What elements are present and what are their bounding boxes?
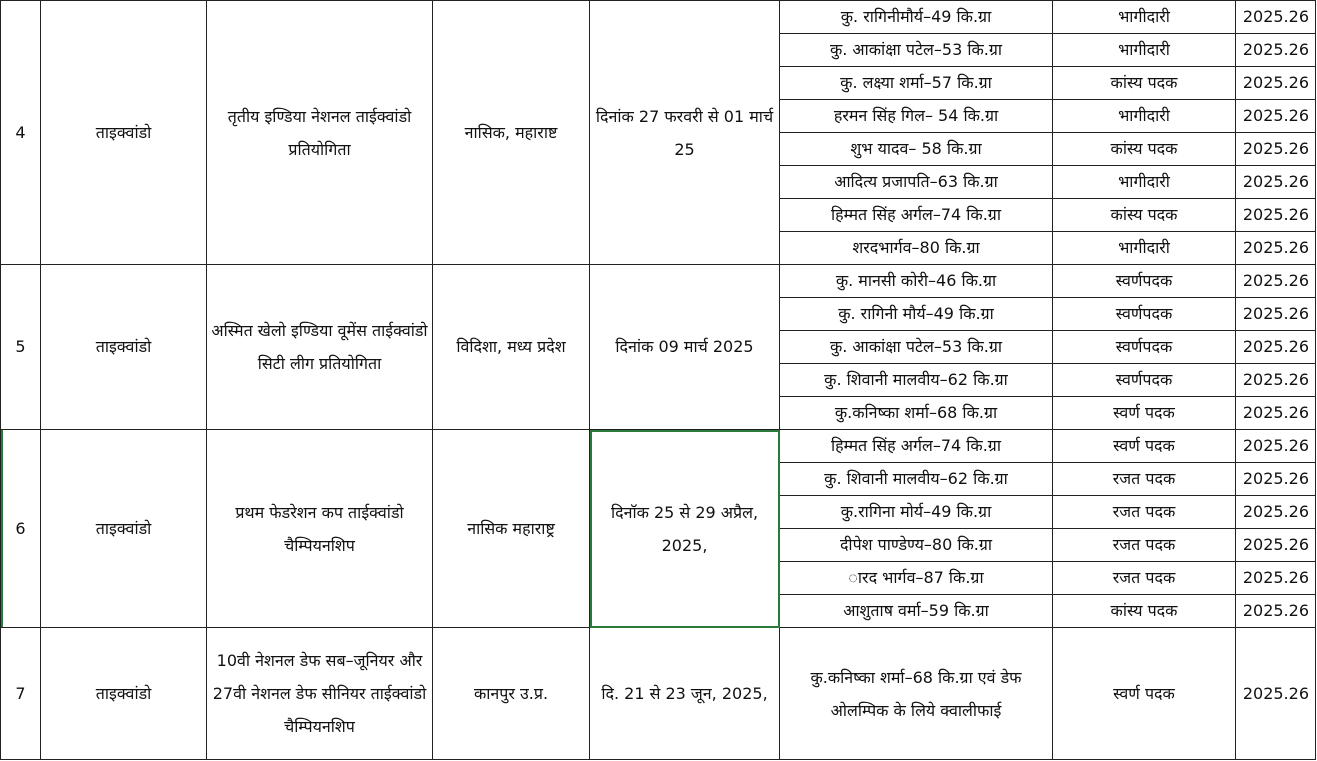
athlete-cell: हरमन सिंह गिल– 54 कि.ग्रा <box>780 100 1053 133</box>
serial-number-cell: 4 <box>1 1 41 265</box>
table-row <box>1 430 1316 463</box>
result-cell: स्वर्णपदक <box>1053 298 1236 331</box>
year-cell: 2025.26 <box>1236 397 1316 430</box>
result-cell: भागीदारी <box>1053 232 1236 265</box>
sport-cell: ताइक्वांडो <box>41 265 207 430</box>
year-cell: 2025.26 <box>1236 232 1316 265</box>
athlete-cell: शुभ यादव– 58 कि.ग्रा <box>780 133 1053 166</box>
result-cell: रजत पदक <box>1053 562 1236 595</box>
athlete-cell: हिम्मत सिंह अर्गल–74 कि.ग्रा <box>780 430 1053 463</box>
sport-cell: ताइक्वांडो <box>41 430 207 628</box>
year-cell: 2025.26 <box>1236 430 1316 463</box>
venue-cell: कानपुर उ.प्र. <box>433 628 590 760</box>
athlete-cell: कु. शिवानी मालवीय–62 कि.ग्रा <box>780 463 1053 496</box>
date-cell: दि. 21 से 23 जून, 2025, <box>590 628 780 760</box>
venue-cell: विदिशा, मध्य प्रदेश <box>433 265 590 430</box>
table-row <box>1 628 1316 760</box>
year-cell: 2025.26 <box>1236 100 1316 133</box>
year-cell: 2025.26 <box>1236 496 1316 529</box>
result-cell: रजत पदक <box>1053 529 1236 562</box>
sport-cell: ताइक्वांडो <box>41 628 207 760</box>
result-cell: भागीदारी <box>1053 1 1236 34</box>
result-cell: स्वर्ण पदक <box>1053 397 1236 430</box>
table-row <box>1 265 1316 298</box>
year-cell: 2025.26 <box>1236 463 1316 496</box>
athlete-cell: कु. मानसी कोरी–46 कि.ग्रा <box>780 265 1053 298</box>
athlete-cell: कु.कनिष्का शर्मा–68 कि.ग्रा <box>780 397 1053 430</box>
event-cell: अस्मित खेलो इण्डिया वूमेंस ताईक्वांडो सिटी लीग प्रतियोगिता <box>207 265 433 430</box>
year-cell: 2025.26 <box>1236 364 1316 397</box>
date-cell: दिनांक 27 फरवरी से 01 मार्च 25 <box>590 1 780 265</box>
event-cell: तृतीय इण्डिया नेशनल ताईक्वांडो प्रतियोगिता <box>207 1 433 265</box>
year-cell: 2025.26 <box>1236 562 1316 595</box>
year-cell: 2025.26 <box>1236 67 1316 100</box>
result-cell: रजत पदक <box>1053 463 1236 496</box>
athlete-cell: कु. आकांक्षा पटेल–53 कि.ग्रा <box>780 34 1053 67</box>
serial-number-cell: 5 <box>1 265 41 430</box>
serial-number-cell: 6 <box>1 430 41 628</box>
athlete-cell: ारद भार्गव–87 कि.ग्रा <box>780 562 1053 595</box>
serial-number-cell: 7 <box>1 628 41 760</box>
result-cell: स्वर्णपदक <box>1053 331 1236 364</box>
result-cell: स्वर्ण पदक <box>1053 628 1236 760</box>
athlete-cell: हिम्मत सिंह अर्गल–74 कि.ग्रा <box>780 199 1053 232</box>
athlete-cell: कु.कनिष्का शर्मा–68 कि.ग्रा एवं डेफ ओलम्पिक के लिये क्वालीफाई <box>780 628 1053 760</box>
year-cell: 2025.26 <box>1236 133 1316 166</box>
result-cell: स्वर्णपदक <box>1053 364 1236 397</box>
result-cell: भागीदारी <box>1053 34 1236 67</box>
result-cell: कांस्य पदक <box>1053 67 1236 100</box>
athlete-cell: आशुताष वर्मा–59 कि.ग्रा <box>780 595 1053 628</box>
date-cell-selected[interactable]: दिनॉक 25 से 29 अप्रैल, 2025, <box>590 430 780 628</box>
year-cell: 2025.26 <box>1236 34 1316 67</box>
athlete-cell: कु. शिवानी मालवीय–62 कि.ग्रा <box>780 364 1053 397</box>
year-cell: 2025.26 <box>1236 1 1316 34</box>
year-cell: 2025.26 <box>1236 595 1316 628</box>
result-cell: कांस्य पदक <box>1053 199 1236 232</box>
athlete-cell: कु.रागिना मोर्य–49 कि.ग्रा <box>780 496 1053 529</box>
venue-cell: नासिक महाराष्ट्र <box>433 430 590 628</box>
athlete-cell: कु. आकांक्षा पटेल–53 कि.ग्रा <box>780 331 1053 364</box>
athlete-cell: कु. रागिनी मौर्य–49 कि.ग्रा <box>780 298 1053 331</box>
athlete-cell: दीपेश पाण्डेण्य–80 कि.ग्रा <box>780 529 1053 562</box>
year-cell: 2025.26 <box>1236 166 1316 199</box>
sport-cell: ताइक्वांडो <box>41 1 207 265</box>
result-cell: भागीदारी <box>1053 100 1236 133</box>
event-cell: 10वी नेशनल डेफ सब–जूनियर और 27वी नेशनल डेफ सीनियर ताईक्वांडो चैम्पियनशिप <box>207 628 433 760</box>
event-cell: प्रथम फेडरेशन कप ताईक्वांडो चैम्पियनशिप <box>207 430 433 628</box>
year-cell: 2025.26 <box>1236 529 1316 562</box>
year-cell: 2025.26 <box>1236 298 1316 331</box>
result-cell: स्वर्ण पदक <box>1053 430 1236 463</box>
venue-cell: नासिक, महाराष्ट <box>433 1 590 265</box>
athlete-cell: शरदभार्गव–80 कि.ग्रा <box>780 232 1053 265</box>
year-cell: 2025.26 <box>1236 628 1316 760</box>
result-cell: स्वर्णपदक <box>1053 265 1236 298</box>
athlete-cell: आदित्य प्रजापति–63 कि.ग्रा <box>780 166 1053 199</box>
result-cell: रजत पदक <box>1053 496 1236 529</box>
year-cell: 2025.26 <box>1236 331 1316 364</box>
result-cell: कांस्य पदक <box>1053 595 1236 628</box>
table-row <box>1 1 1316 34</box>
result-cell: कांस्य पदक <box>1053 133 1236 166</box>
date-cell: दिनांक 09 मार्च 2025 <box>590 265 780 430</box>
year-cell: 2025.26 <box>1236 199 1316 232</box>
athlete-cell: कु. रागिनीमौर्य–49 कि.ग्रा <box>780 1 1053 34</box>
result-cell: भागीदारी <box>1053 166 1236 199</box>
athlete-cell: कु. लक्ष्या शर्मा–57 कि.ग्रा <box>780 67 1053 100</box>
year-cell: 2025.26 <box>1236 265 1316 298</box>
